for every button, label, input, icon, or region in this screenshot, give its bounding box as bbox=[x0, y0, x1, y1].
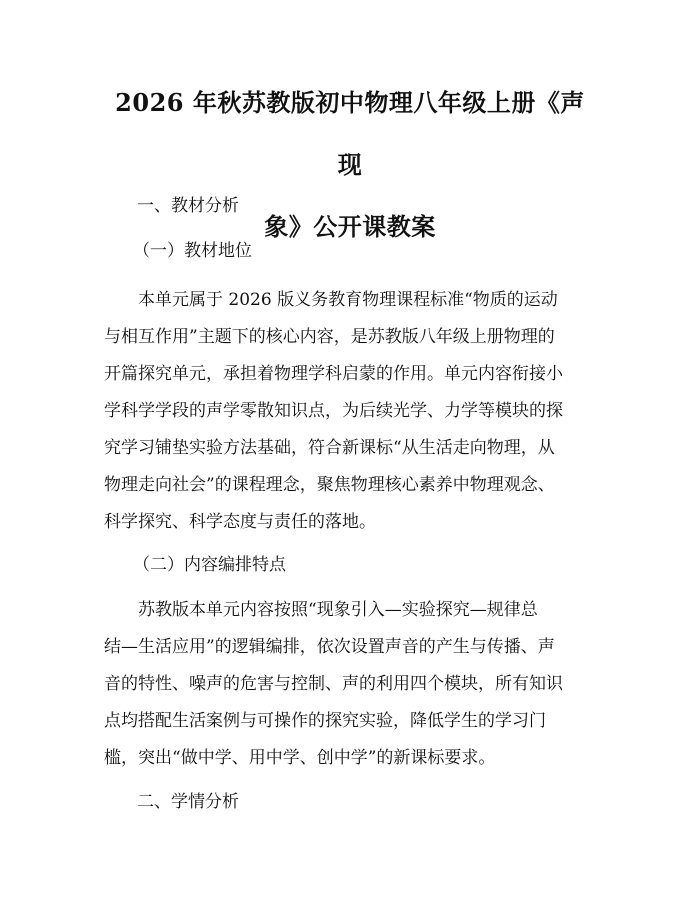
document-title bbox=[104, 72, 596, 258]
paragraph-line: 结—生活应用”的逻辑编排，依次设置声音的产生与传播、声 bbox=[104, 637, 555, 657]
paragraph-line: 究学习铺垫实验方法基础，符合新课标“从生活走向物理，从 bbox=[104, 438, 555, 458]
section-heading-textbook-analysis: 一、教材分析 bbox=[137, 196, 239, 216]
paragraph-line: 与相互作用”主题下的核心内容，是苏教版八年级上册物理的 bbox=[104, 327, 555, 347]
section-heading-learning-analysis: 二、学情分析 bbox=[137, 792, 239, 812]
title-line-1: 2026 年秋苏教版初中物理八年级上册《声现 bbox=[115, 88, 585, 179]
paragraph-line: 点均搭配生活案例与可操作的探究实验，降低学生的学习门 bbox=[104, 711, 546, 731]
paragraph-line: 学科学学段的声学零散知识点，为后续光学、力学等模块的探 bbox=[104, 401, 563, 421]
paragraph-line: 科学探究、科学态度与责任的落地。 bbox=[104, 512, 376, 532]
title-line-2: 象》公开课教案 bbox=[264, 212, 436, 241]
subsection-heading-content-arrangement: （二）内容编排特点 bbox=[133, 555, 286, 575]
paragraph-line: 本单元属于 2026 版义务教育物理课程标准“物质的运动 bbox=[104, 290, 558, 310]
paragraph-line: 开篇探究单元，承担着物理学科启蒙的作用。单元内容衔接小 bbox=[104, 364, 563, 384]
paragraph-line: 音的特性、噪声的危害与控制、声的利用四个模块，所有知识 bbox=[104, 674, 563, 694]
paragraph-line: 苏教版本单元内容按照“现象引入—实验探究—规律总 bbox=[104, 600, 538, 620]
paragraph-line: 物理走向社会”的课程理念，聚焦物理核心素养中物理观念、 bbox=[104, 475, 555, 495]
paragraph-line: 槛，突出“做中学、用中学、创中学”的新课标要求。 bbox=[104, 748, 496, 768]
subsection-heading-textbook-position: （一）教材地位 bbox=[133, 241, 252, 261]
